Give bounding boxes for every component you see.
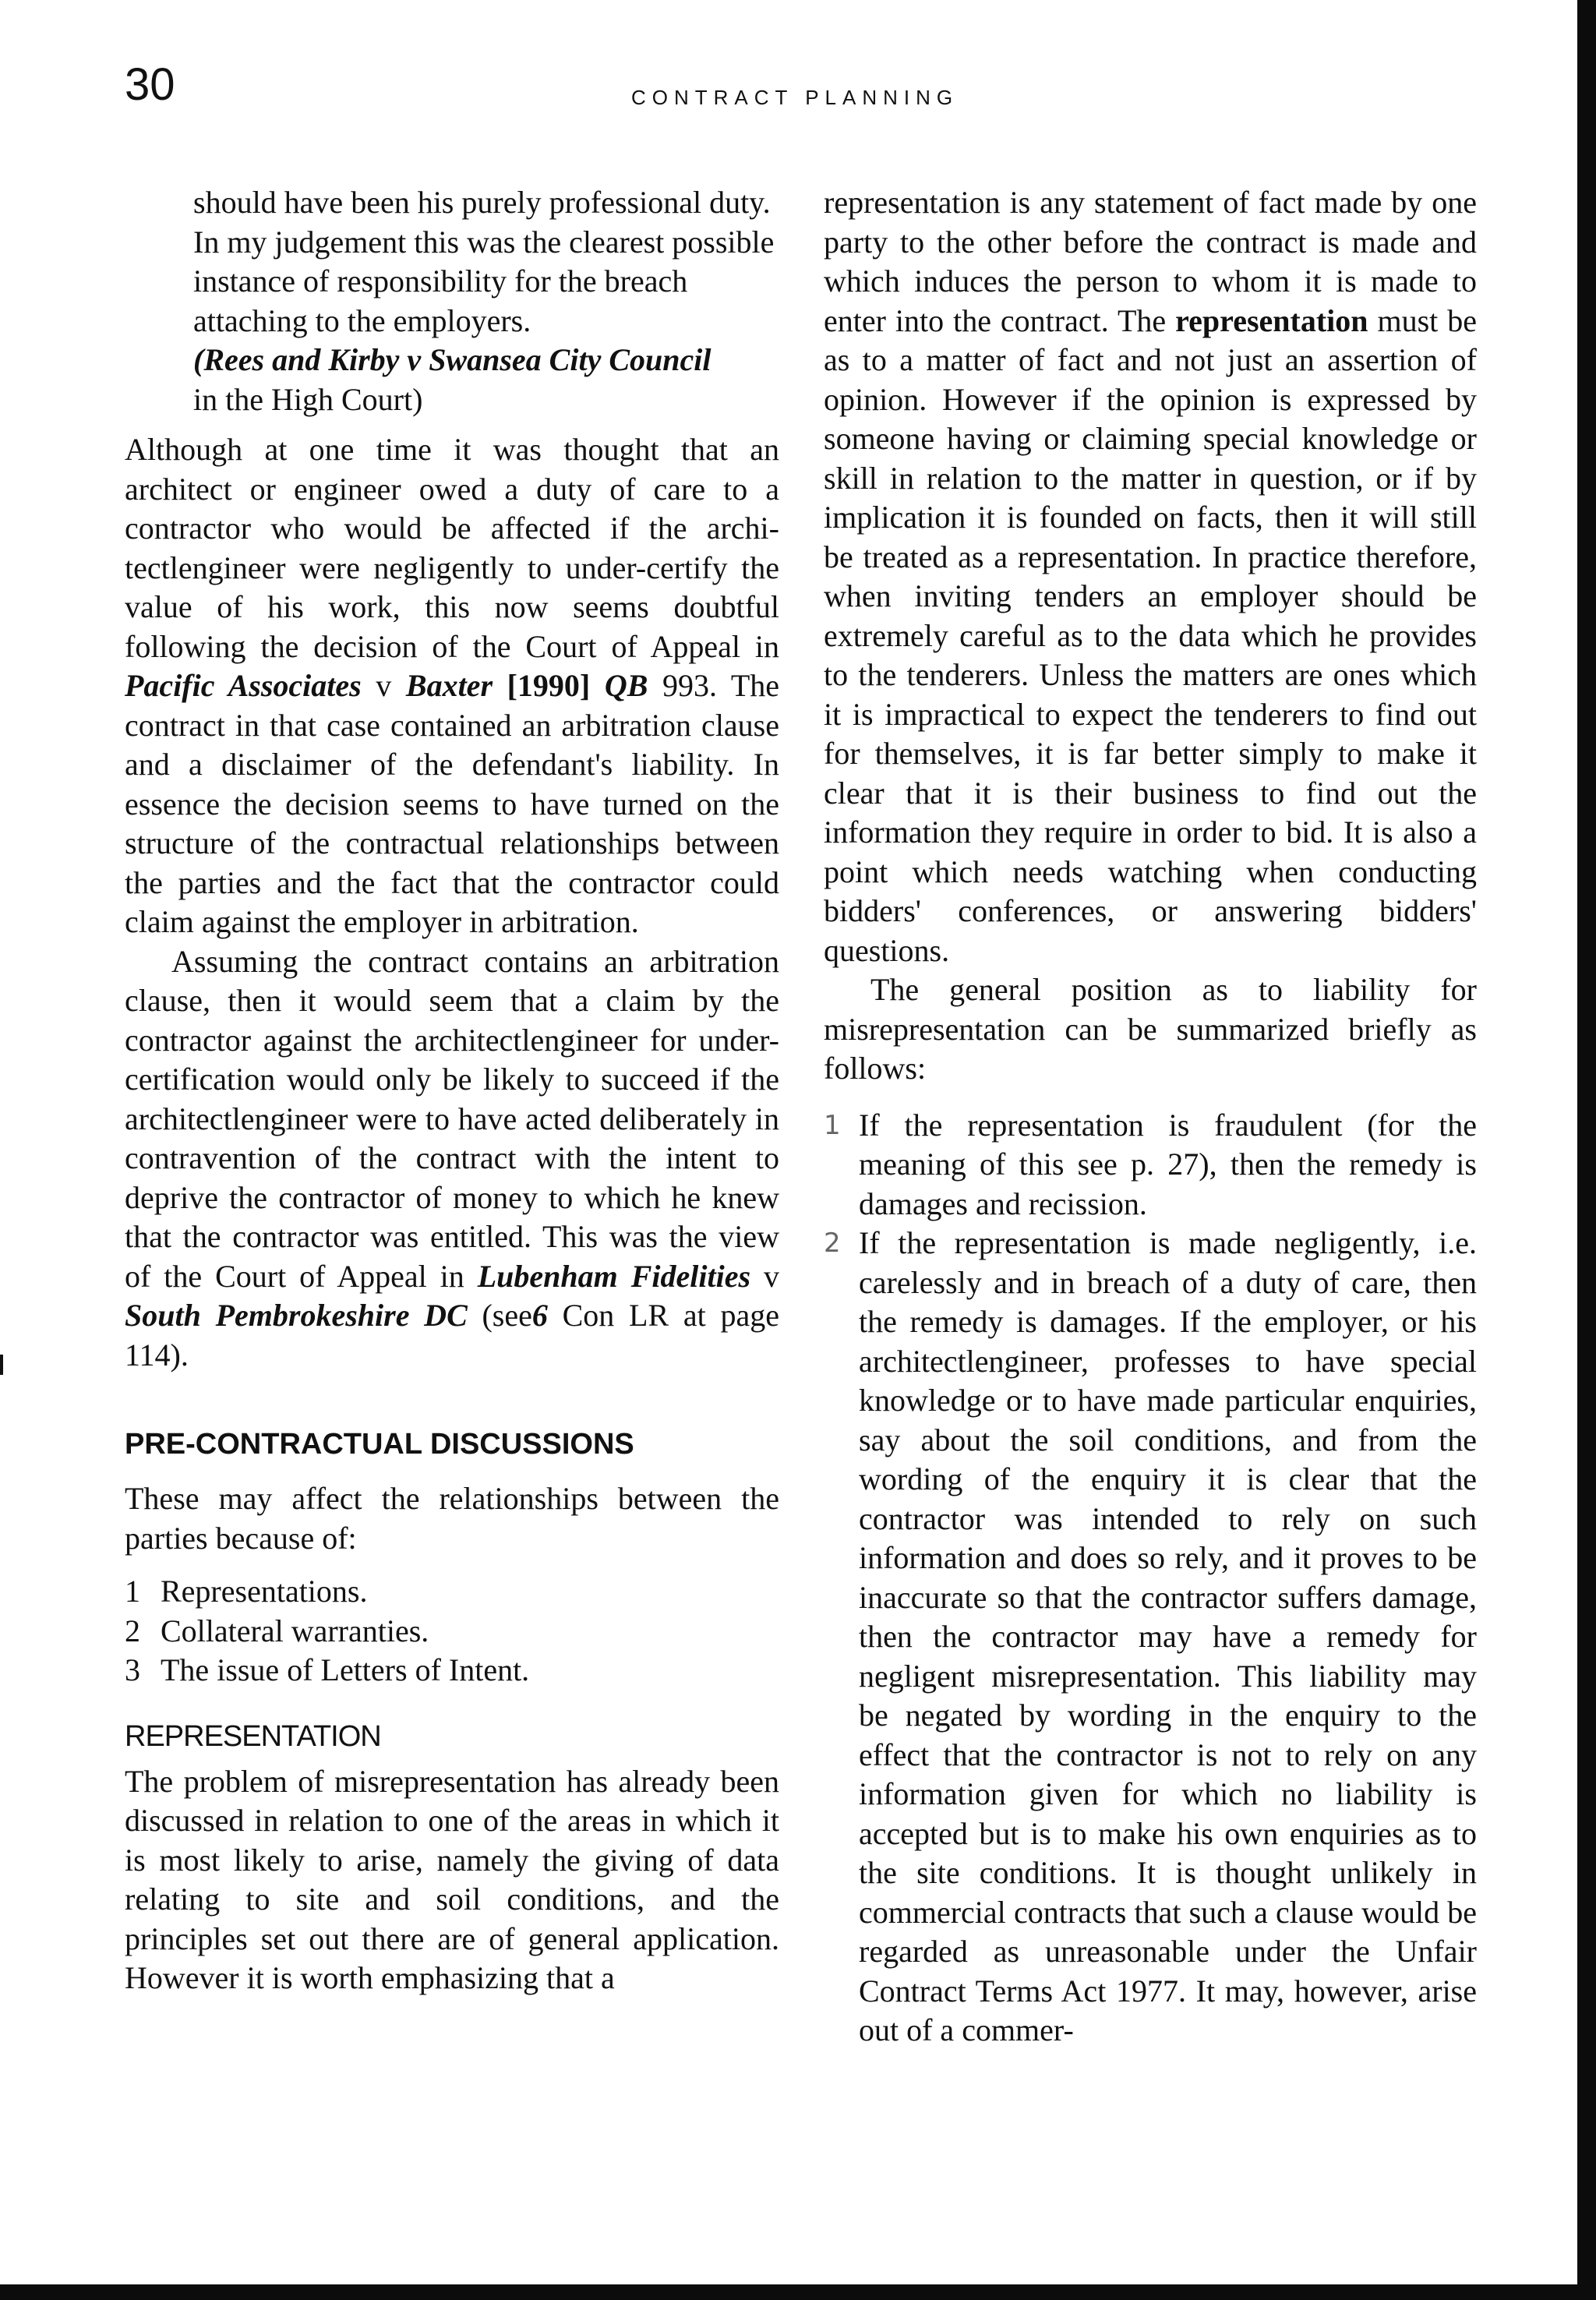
paragraph-misrepresentation: The problem of misrepresentation has already been discussed in relation to one of the areas in which it is most likely to arise, namely the giving of data relating to site and soil conditions, and the principles set out there are of general application. However it is worth emphasizing that a: [125, 1763, 779, 1995]
list-item: 2 Collateral warranties.: [125, 1613, 429, 1648]
paragraph-duty-of-care: Although at one time it was thought that an architect or engineer owed a duty of care to a contractor who would be affected if the archi-tectlengineer were negligently to under-certify the value of his work, this now seems doubtful following the decision of the Court of Appeal in Pacific Associates v Baxter [1990] QB 993. The contract in that case contained an arbitration clause and a disclaimer of the defendant's liability. In essence the decision seems to have turned on the structure of the contractual relationships between the parties and the fact that the contractor could claim against the employer in arbitration.: [125, 432, 780, 939]
section-heading: PRE-CONTRACTUAL DISCUSSIONS: [125, 1428, 634, 1461]
paragraph-representation-definition: representation is any statement of fact made by one party to the other before the contract is made and which induces the person to whom it is made to enter into the contract. The representation must be as to a matter of fact and not just an assertion of opinion. However if the opinion is expressed by someone having or claiming special knowledge or skill in relation to the matter in question, or if by implication it is founded on facts, then it will still be treated as a representation. In practice therefore, when inviting tenders an employer should be extremely careful as to the data which he provides to the tenderers. Unless the matters are ones which it is impractical to expect the tenderers to find out for themselves, it is far better simply to make it clear that it is their business to find out the information they require in order to bid. It is also a point which needs watching when conducting bidders' conferences, or answering bidders' questions.: [824, 185, 1478, 968]
margin-mark: [0, 1355, 3, 1375]
list-item: 1 Representations.: [125, 1574, 368, 1609]
list-item: 3 The issue of Letters of Intent.: [125, 1652, 530, 1687]
case-party-south-pembrokeshire: South Pembrokeshire DC: [125, 1298, 468, 1333]
case-year: [1990]: [507, 668, 591, 703]
paragraph-general-position: The general position as to liability for misrepresentation can be summarized briefly as follows:: [824, 972, 1477, 1086]
page-number: 30: [125, 59, 175, 110]
page-edge-shadow-right: [1577, 0, 1596, 2300]
case-name-pacific-associates: Pacific Associates: [125, 668, 362, 703]
discussion-list: [125, 1572, 779, 1691]
list-item: 2 If the representation is made negligently, i.e. carelessly and in breach of a duty of care, then the remedy is damages. If the employer, or his architectlengineer, professes to have special knowledge or to have made particular enquiries, say about the soil conditions, and from the wording of the enquiry it is clear that the contractor was intended to rely on such information and does so rely, and it proves to be inaccurate so that the contractor suffers damage, then the contractor may have a remedy for negligent misrepresentation. This liability may be negated by wording in the enquiry to the effect that the contractor is not to rely on any information given for which no liability is accepted but is to make his own enquiries as to the site conditions. It is thought unlikely in commercial contracts that such a clause would be regarded as unreasonable under the Unfair Contract Terms Act 1977. It may, however, arise out of a commer-: [824, 1225, 1477, 2047]
quote-citation-case: (Rees and Kirby v Swansea City Council: [193, 342, 711, 377]
running-head: CONTRACT PLANNING: [631, 86, 959, 109]
subsection-heading: REPRESENTATION: [125, 1719, 381, 1753]
page-edge-shadow-bottom: [0, 2284, 1596, 2300]
case-name-lubenham: Lubenham Fidelities: [477, 1258, 751, 1294]
left-column: [125, 183, 779, 1998]
liability-list: [824, 1106, 1477, 2051]
right-column: [824, 183, 1477, 2051]
bold-term: representation: [1175, 302, 1368, 338]
quote-citation: [193, 341, 779, 419]
paragraph-arbitration-clause: Assuming the contract contains an arbitration clause, then it would seem that a claim by the contractor against the architectlengineer for under-certification would only be likely to succeed if the architectlengineer were to have acted deliberately in contravention of the contract with the intent to deprive the contractor of money to which he knew that the contractor was entitled. This was the view of the Court of Appeal in Lubenham Fidelities v South Pembrokeshire DC (see6 Con LR at page 114).: [125, 943, 779, 1373]
law-report: QB: [604, 668, 648, 703]
quote-text: should have been his purely professional duty. In my judgement this was the clearest possible instance of responsibility for the breach attaching to the employers.: [193, 185, 775, 338]
intro-paragraph: These may affect the relationships between the parties because of:: [125, 1481, 779, 1556]
list-item: 1 If the representation is fraudulent (for the meaning of this see p. 27), then the remedy is damages and recission.: [824, 1107, 1477, 1221]
case-party-baxter: Baxter: [405, 668, 493, 703]
quote-citation-court: in the High Court): [193, 381, 423, 417]
